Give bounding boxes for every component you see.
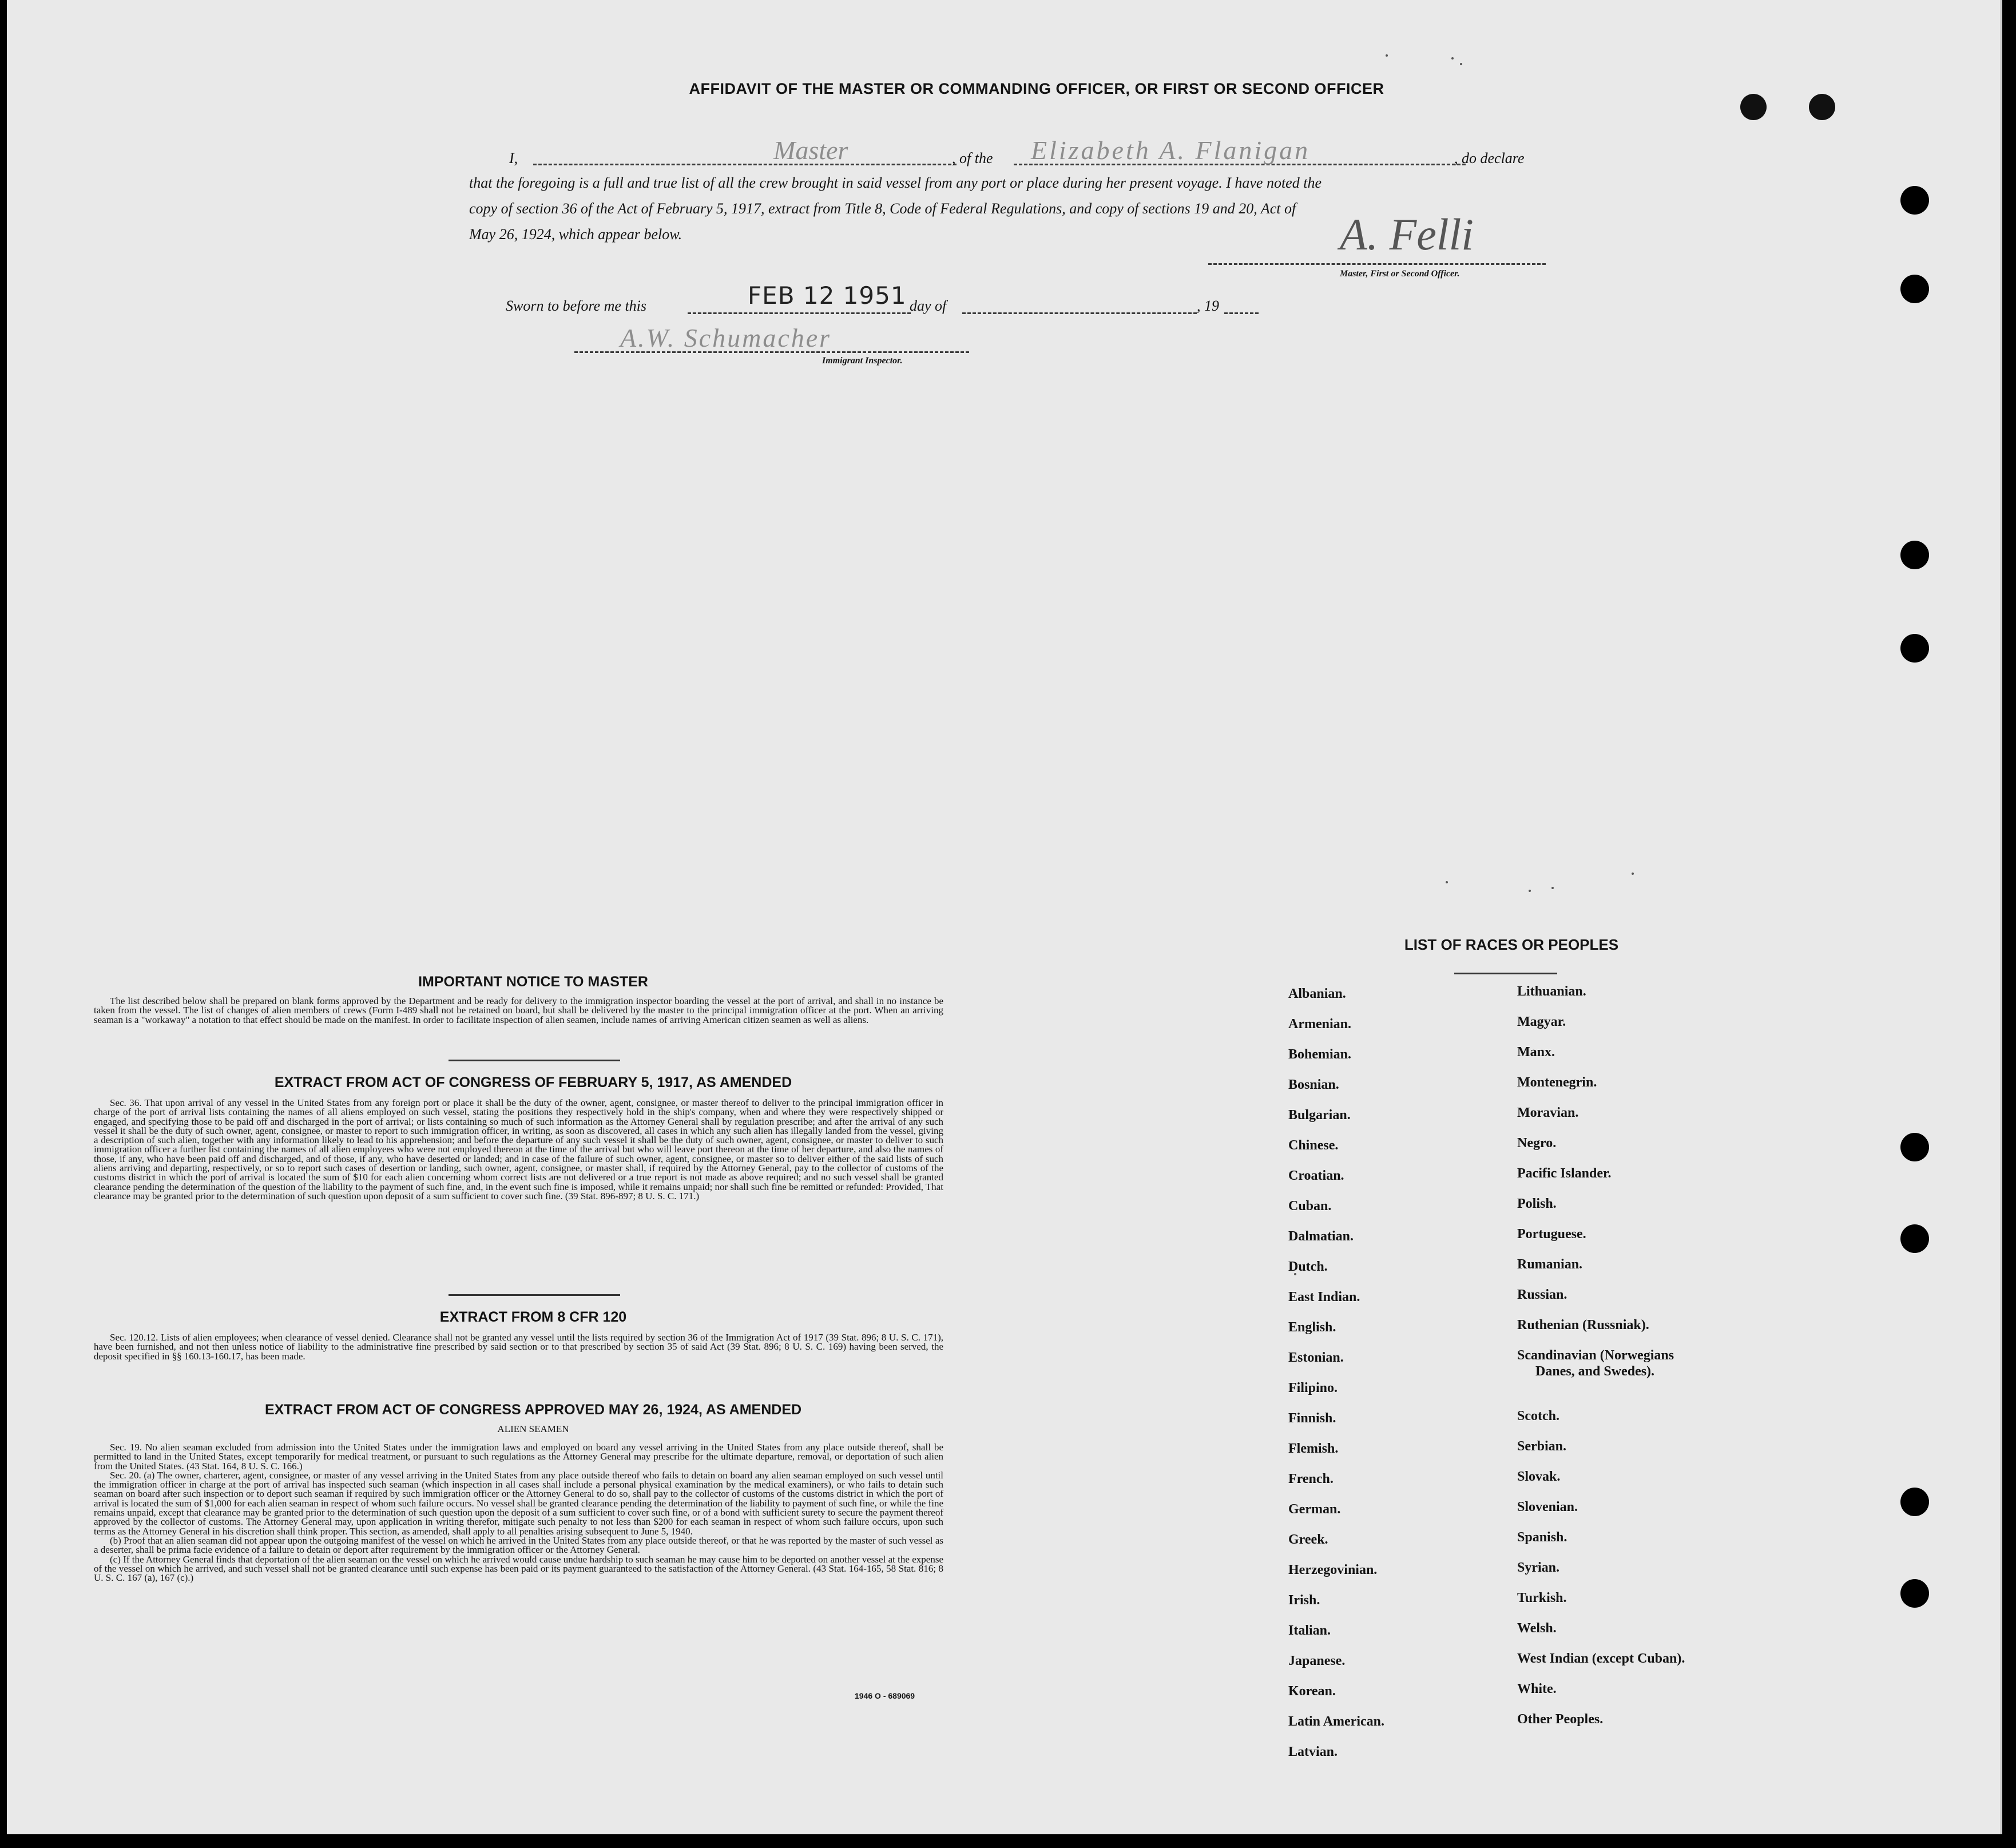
race-item: White. bbox=[1517, 1682, 1557, 1696]
race-item: Finnish. bbox=[1288, 1411, 1336, 1426]
race-item: Serbian. bbox=[1517, 1439, 1567, 1454]
race-item: Scotch. bbox=[1517, 1409, 1559, 1423]
do-declare-label: , do declare bbox=[1454, 150, 1525, 166]
notice-title: IMPORTANT NOTICE TO MASTER bbox=[418, 974, 648, 990]
i-label: I, bbox=[509, 150, 518, 166]
race-item: Turkish. bbox=[1517, 1591, 1567, 1605]
race-item: Dutch. bbox=[1288, 1259, 1328, 1274]
race-item: Armenian. bbox=[1288, 1017, 1351, 1032]
sec-20a-text: Sec. 20. (a) The owner, charterer, agent, consignee, or master of any vessel arriving in the United States from any place outside thereof who fails to detain on board any alien seaman employed on such vessel until the immigration officer in charge at the port of arrival has inspected such seaman (which inspection in all cases shall include a personal physical examination by the medical examiners), or who fails to detain such seaman on board after such inspection or to deport such seaman if required by such immigration officer or the Attorney General to do so, shall pay to the collector of customs of the customs district in which the port of arrival is located the sum of $1,000 for each alien seaman in respect of whom such failure occurs. No vessel shall be granted clearance pending the determination of the liability to payment of such fine, or while the fine remains unpaid, except that clearance may be granted prior to the determination of such question upon the deposit of a sum sufficient to cover such fine, or of a bond with sufficient surety to secure the payment thereof approved by the collector of customs. The Attorney General may, upon application in writing therefor, mitigate such penalty to not less than $200 for each seaman in respect of whom such failure occurs, upon such terms as the Attorney General in his discretion shall think proper. This section, as amended, shall apply to all penalties arising subsequent to June 5, 1940. bbox=[94, 1469, 943, 1537]
race-item: Estonian. bbox=[1288, 1350, 1344, 1365]
race-item: English. bbox=[1288, 1320, 1336, 1335]
month-line bbox=[962, 292, 1197, 314]
race-item: Welsh. bbox=[1517, 1621, 1557, 1636]
race-item: Bohemian. bbox=[1288, 1047, 1352, 1062]
punch-hole bbox=[1900, 1224, 1929, 1253]
sworn-date-stamp: FEB 12 1951 bbox=[748, 281, 907, 310]
inspector-handwritten: A.W. Schumacher bbox=[620, 323, 832, 352]
affidavit-line-3: copy of section 36 of the Act of February 5, 1917, extract from Title 8, Code of Federal Regulations, and copy of sections 19 and 20, Act of bbox=[469, 200, 1296, 217]
document-page bbox=[7, 0, 2002, 1834]
race-item: Ruthenian (Russniak). bbox=[1517, 1318, 1649, 1333]
day-of-label: day of bbox=[910, 298, 947, 314]
race-item: East Indian. bbox=[1288, 1290, 1360, 1304]
affidavit-line-4: May 26, 1924, which appear below. bbox=[469, 226, 682, 243]
race-item: Russian. bbox=[1517, 1287, 1567, 1302]
sec-36-text: Sec. 36. That upon arrival of any vessel in the United States from any foreign port or place it shall be the duty of the owner, agent, consignee, or master thereof to deliver to the principal immigration officer in charge of the port of arrival lists containing the names of all aliens employed on such vessel, stating the positions they respectively hold in the ship's company, when and where they were respectively shipped or engaged, and specifying those to be paid off and discharged in the port of arrival; or lists containing so much of such information as the Attorney General shall by regulation prescribe; and after the arrival of any such vessel it shall be the duty of such owner, agent, consignee, or master to report to such immigration officer, in writing, as soon as discovered, all cases in which any such alien has illegally landed from the vessel, giving a description of such alien, together with any information likely to lead to his apprehension; and before the departure of any such vessel it shall be the duty of such owner, agent, consignee, or master to deliver to such immigration officer a further list containing the names of all alien employees who were not employed thereon at the time of the arrival but who will leave port thereon at the time of her departure, and also the names of those, if any, who have been paid off and discharged, and of those, if any, who have deserted or landed; and in case of the failure of such owner, agent, consignee, or master so to deliver either of the said lists of such aliens arriving and departing, respectively, or so to report such cases of desertion or landing, such owner, agent, consignee, or master shall, if required by the Attorney General, pay to the collector of customs of the customs district in which the port of arrival is located the sum of $10 for each alien concerning whom correct lists are not delivered or a true report is not made as above required; and no such vessel shall be granted clearance pending the determination of the question of the liability to the payment of such fine, and, in the event such fine is imposed, while it remains unpaid; nor shall such fine be remitted or refunded: Provided, That clearance may be granted prior to the determination of such question upon deposit of a sum sufficient to cover such fine. (39 Stat. 896-897; 8 U. S. C. 171.) bbox=[94, 1097, 943, 1201]
race-item: Negro. bbox=[1517, 1136, 1557, 1151]
race-item: French. bbox=[1288, 1472, 1334, 1486]
race-item: Scandinavian (Norwegians bbox=[1517, 1348, 1674, 1363]
race-item: Bulgarian. bbox=[1288, 1108, 1351, 1123]
notice-text: The list described below shall be prepared on blank forms approved by the Department and be ready for delivery to the immigration inspector boarding the vessel at the port of arrival, and shall in no instance be taken from the vessel. The list of changes of alien members of crews (Form I-489 shall not be retained on board, but shall be delivered by the master to the principal immigration officer at the port. When an arriving seaman is a "workaway" a notation to that effect should be made on the manifest. In order to facilitate inspection of alien seamen, include names of arriving American citizen seamen as well as aliens. bbox=[94, 996, 943, 1025]
sec-19-text: Sec. 19. No alien seaman excluded from admission into the United States under the immigration laws and employed on board any vessel arriving in the United States from any place outside thereof, shall be permitted to land in the United States, except temporarily for medical treatment, or pursuant to such regulations as the Attorney General may prescribe for the ultimate departure, removal, or deportation of such alien from the United States. (43 Stat. 164, 8 U. S. C. 166.) bbox=[94, 1442, 943, 1472]
extract-1924-body bbox=[94, 1443, 943, 1583]
divider bbox=[449, 1060, 620, 1061]
race-item: Rumanian. bbox=[1517, 1257, 1583, 1272]
notice-body bbox=[94, 997, 943, 1025]
race-item: Albanian. bbox=[1288, 986, 1346, 1001]
race-item: Bosnian. bbox=[1288, 1077, 1339, 1092]
race-item: Syrian. bbox=[1517, 1560, 1560, 1575]
punch-hole bbox=[1740, 94, 1767, 120]
extract-1924-title: EXTRACT FROM ACT OF CONGRESS APPROVED MAY 26, 1924, AS AMENDED bbox=[264, 1402, 802, 1418]
race-item: Herzegovinian. bbox=[1288, 1563, 1378, 1577]
signature-line bbox=[1208, 252, 1546, 265]
alien-seamen-subtitle: ALIEN SEAMEN bbox=[497, 1423, 569, 1434]
print-code: 1946 O - 689069 bbox=[855, 1691, 915, 1700]
race-item: Slovak. bbox=[1517, 1469, 1561, 1484]
sec-20b-text: (b) Proof that an alien seaman did not appear upon the outgoing manifest of the vessel on which he arrived in the United States from any place outside thereof, or that he was reported by the master of such vessel as a deserter, shall be prima facie evidence of a failure to detain or deport after requirement by the immigration officer or the Attorney General. bbox=[94, 1534, 943, 1556]
race-item: Magyar. bbox=[1517, 1014, 1566, 1029]
race-item: German. bbox=[1288, 1502, 1341, 1517]
race-item: Moravian. bbox=[1517, 1105, 1579, 1120]
signature-caption: Master, First or Second Officer. bbox=[1340, 269, 1460, 279]
race-item: Korean. bbox=[1288, 1684, 1336, 1699]
race-item: Latin American. bbox=[1288, 1714, 1384, 1729]
sec-120-12-text: Sec. 120.12. Lists of alien employees; when clearance of vessel denied. Clearance shall not be granted any vessel until the lists required by section 36 of the Immigration Act of 1917 (39 Stat. 896; 8 U. S. C. 171), have been furnished, and not then unless notice of liability to the administrative fine prescribed by said section or to that prescribed by section 35 of said Act (39 Stat. 896; 8 U. S. C. 169) having been served, the deposit specified in §§ 160.13-160.17, has been made. bbox=[94, 1332, 943, 1362]
punch-hole bbox=[1900, 1488, 1929, 1516]
race-item: Greek. bbox=[1288, 1532, 1328, 1547]
year-prefix: , 19 bbox=[1197, 298, 1219, 314]
inspector-line bbox=[574, 323, 969, 353]
affidavit-line-2: that the foregoing is a full and true list of all the crew brought in said vessel from any port or place during her present voyage. I have noted the bbox=[469, 175, 1321, 191]
race-item: Pacific Islander. bbox=[1517, 1166, 1612, 1181]
race-item: Polish. bbox=[1517, 1196, 1557, 1211]
extract-1917-body bbox=[94, 1099, 943, 1201]
inspector-caption: Immigrant Inspector. bbox=[822, 356, 903, 366]
punch-hole bbox=[1900, 634, 1929, 663]
race-item: Lithuanian. bbox=[1517, 984, 1586, 999]
race-item: Dalmatian. bbox=[1288, 1229, 1354, 1244]
master-handwritten: Master bbox=[773, 136, 848, 165]
races-title: LIST OF RACES OR PEOPLES bbox=[1404, 936, 1619, 953]
sec-20c-text: (c) If the Attorney General finds that deportation of the alien seaman on the vessel on which he arrived would cause undue hardship to such seaman he may cause him to be deported on another vessel at the expense of the vessel on which he arrived, and such vessel shall not be granted clearance until such expense has been paid or its payment guaranteed to the satisfaction of the Attorney General. (43 Stat. 164-165, 58 Stat. 816; 8 U. S. C. 167 (a), 167 (c).) bbox=[94, 1553, 943, 1584]
race-item: Irish. bbox=[1288, 1593, 1320, 1608]
extract-cfr-body bbox=[94, 1333, 943, 1361]
race-item: Croatian. bbox=[1288, 1168, 1344, 1183]
race-item: Japanese. bbox=[1288, 1653, 1346, 1668]
sworn-label: Sworn to before me this bbox=[506, 298, 647, 314]
punch-hole bbox=[1900, 1133, 1929, 1161]
master-line bbox=[533, 136, 957, 165]
sworn-date-line bbox=[688, 281, 911, 314]
race-item: Other Peoples. bbox=[1517, 1712, 1604, 1727]
race-item: Slovenian. bbox=[1517, 1500, 1578, 1514]
officer-signature: A. Felli bbox=[1340, 209, 1474, 259]
race-item: Latvian. bbox=[1288, 1744, 1338, 1759]
divider bbox=[1454, 973, 1557, 974]
extract-cfr-title: EXTRACT FROM 8 CFR 120 bbox=[439, 1309, 627, 1325]
race-item: Filipino. bbox=[1288, 1381, 1338, 1395]
affidavit-title: AFFIDAVIT OF THE MASTER OR COMMANDING OFFICER, OR FIRST OR SECOND OFFICER bbox=[689, 80, 1384, 97]
punch-hole bbox=[1900, 541, 1929, 569]
race-item: Cuban. bbox=[1288, 1199, 1332, 1214]
year-line bbox=[1224, 292, 1259, 314]
race-item: Manx. bbox=[1517, 1045, 1555, 1060]
vessel-line bbox=[1014, 136, 1466, 165]
vessel-handwritten: Elizabeth A. Flanigan bbox=[1031, 136, 1311, 165]
race-item: Spanish. bbox=[1517, 1530, 1567, 1545]
race-item: Flemish. bbox=[1288, 1441, 1339, 1456]
punch-hole bbox=[1809, 94, 1835, 120]
punch-hole bbox=[1900, 186, 1929, 215]
race-item: West Indian (except Cuban). bbox=[1517, 1651, 1685, 1666]
extract-1917-title: EXTRACT FROM ACT OF CONGRESS OF FEBRUARY 5, 1917, AS AMENDED bbox=[274, 1074, 792, 1090]
race-item: Danes, and Swedes). bbox=[1535, 1364, 1655, 1379]
punch-hole bbox=[1900, 1579, 1929, 1608]
of-the-label: , of the bbox=[952, 150, 993, 166]
race-item: Portuguese. bbox=[1517, 1227, 1586, 1242]
divider bbox=[449, 1294, 620, 1296]
race-item: Chinese. bbox=[1288, 1138, 1339, 1153]
race-item: Montenegrin. bbox=[1517, 1075, 1597, 1090]
punch-hole bbox=[1900, 275, 1929, 303]
race-item: Italian. bbox=[1288, 1623, 1331, 1638]
